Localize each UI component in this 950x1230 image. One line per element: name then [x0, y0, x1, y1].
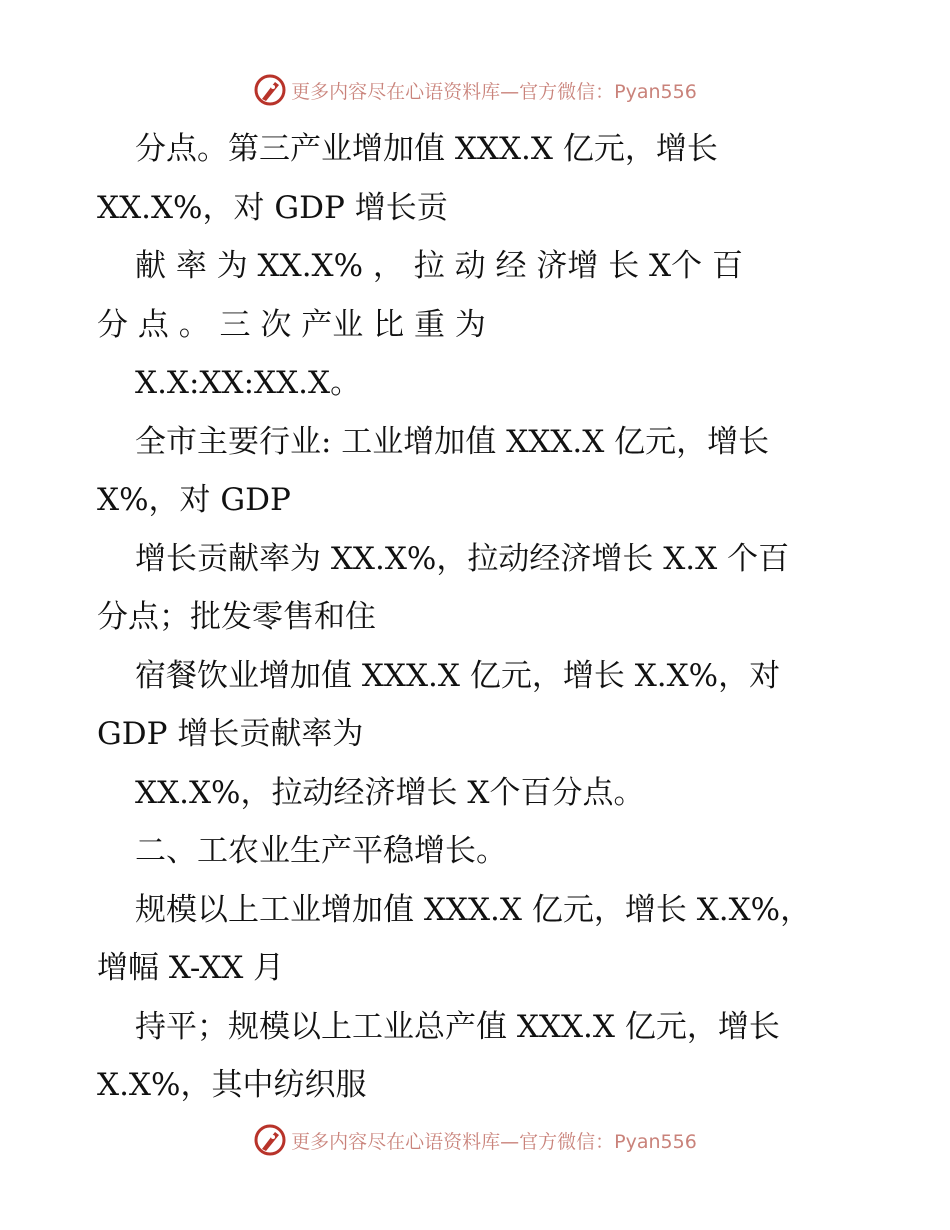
- text-line: 分点。第三产业增加值 XXX.X 亿元，增长: [135, 131, 718, 167]
- footer-banner-text: 更多内容尽在心语资料库—官方微信：Pyan556: [291, 1130, 697, 1153]
- text-line: X.X%，其中纺织服: [97, 1067, 367, 1103]
- text-line: X%，对 GDP: [97, 482, 291, 518]
- text-line: 全市主要行业: 工业增加值 XXX.X 亿元，增长: [135, 423, 770, 460]
- pen-nib-logo-icon: [253, 1123, 287, 1157]
- text-line: 宿餐饮业增加值 XXX.X 亿元，增长 X.X%，对: [135, 657, 781, 694]
- text-line: XX.X%，对 GDP 增长贡: [97, 189, 448, 226]
- text-line: XX.X%，拉动经济增长 X个百分点。: [135, 774, 645, 811]
- pen-nib-logo-icon: [253, 73, 287, 107]
- text-line: 持平；规模以上工业总产值 XXX.X 亿元，增长: [135, 1008, 780, 1045]
- header-banner: [0, 70, 950, 110]
- text-line: 分点；批发零售和住: [97, 599, 376, 635]
- header-banner-text: 更多内容尽在心语资料库—官方微信：Pyan556: [291, 80, 697, 103]
- text-line: 增幅 X-XX 月: [97, 950, 285, 986]
- text-line: 分 点 。 三 次 产业 比 重 为: [97, 306, 486, 343]
- footer-banner: [0, 1120, 950, 1160]
- text-line: 增长贡献率为 XX.X%，拉动经济增长 X.X 个百: [135, 540, 790, 577]
- section-heading: 二、工农业生产平稳增长。: [135, 833, 507, 869]
- text-line: 献 率 为 XX.X% ， 拉 动 经 济增 长 X个 百: [135, 248, 743, 284]
- text-line: X.X:XX:XX.X。: [135, 365, 362, 401]
- document-body: [97, 120, 837, 1115]
- text-line: GDP 增长贡献率为: [97, 716, 364, 752]
- text-line: 规模以上工业增加值 XXX.X 亿元，增长 X.X%，: [135, 891, 812, 928]
